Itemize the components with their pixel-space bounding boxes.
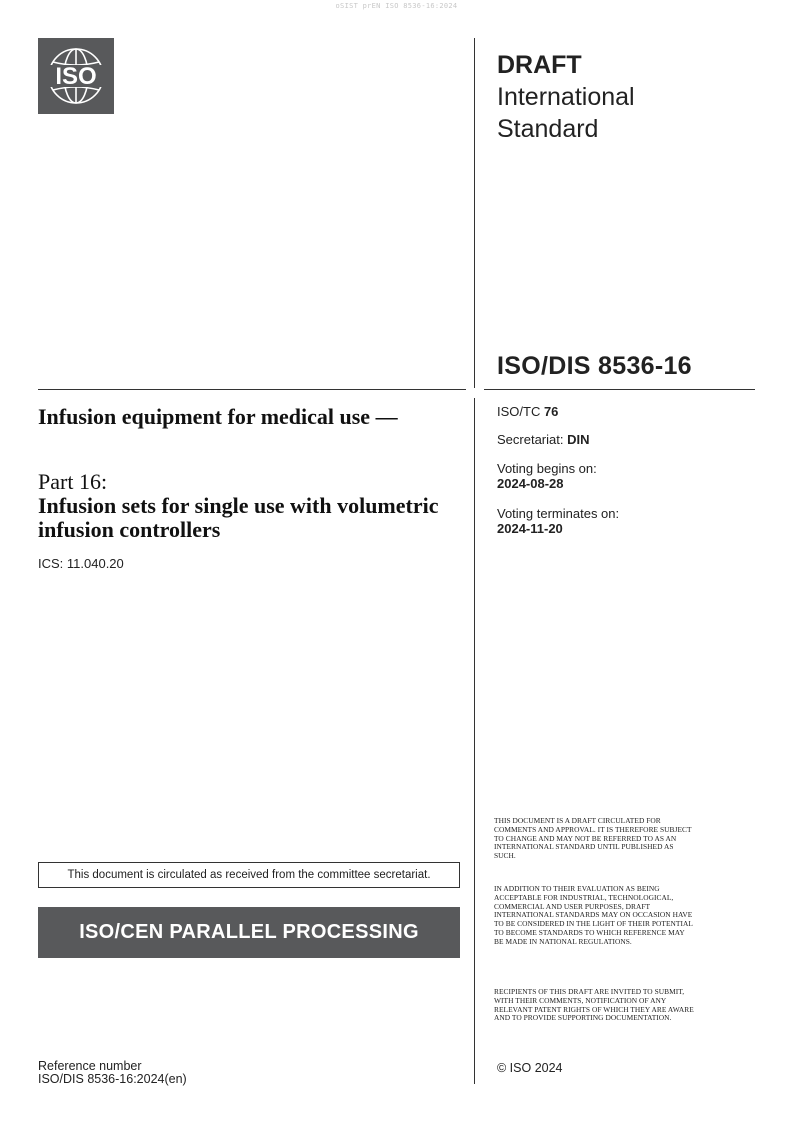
disclaimer-paragraph-3: RECIPIENTS OF THIS DRAFT ARE INVITED TO SUBMIT, WITH THEIR COMMENTS, NOTIFICATION OF ANY RELEVANT PATENT RIGHTS OF WHICH THEY ARE AWARE AND TO PROVIDE SUPPORTING DOCUMENTATION.	[494, 987, 694, 1023]
tc-value: 76	[543, 404, 559, 419]
document-title: Infusion equipment for medical use —	[38, 404, 398, 429]
standard-label: Standard	[497, 115, 599, 143]
tc-label: ISO/TC	[497, 404, 544, 419]
reference-label: Reference number	[38, 1059, 142, 1073]
voting-terminates	[497, 506, 619, 536]
secretariat-label: Secretariat:	[497, 432, 568, 447]
secretariat	[497, 432, 589, 447]
vertical-divider-bottom	[474, 398, 475, 1084]
voting-terminates-label: Voting terminates on:	[497, 506, 620, 521]
technical-committee	[497, 404, 558, 419]
iso-logo	[38, 38, 114, 114]
part-title: Infusion sets for single use with volumetric infusion controllers	[38, 493, 439, 542]
reference-value: ISO/DIS 8536-16:2024(en)	[38, 1072, 187, 1086]
draft-label: DRAFT	[497, 51, 582, 79]
international-label: International	[497, 83, 635, 111]
vertical-divider-top	[474, 38, 475, 388]
voting-begins-label: Voting begins on:	[497, 461, 597, 476]
circulation-notice: This document is circulated as received from the committee secretariat.	[38, 862, 460, 888]
part-label: Part 16:	[38, 469, 108, 494]
globe-icon	[38, 38, 114, 114]
voting-begins	[497, 461, 597, 491]
parallel-processing-banner: ISO/CEN PARALLEL PROCESSING	[38, 907, 460, 958]
reference-number	[38, 1060, 187, 1086]
voting-terminates-date: 2024-11-20	[497, 521, 563, 536]
disclaimer-paragraph-1: THIS DOCUMENT IS A DRAFT CIRCULATED FOR COMMENTS AND APPROVAL. IT IS THEREFORE SUBJECT TO CHANGE AND MAY NOT BE REFERRED TO AS AN INTERNATIONAL STANDARD UNTIL PUBLISHED AS SUCH.	[494, 816, 692, 861]
watermark-header: oSIST prEN ISO 8536-16:2024	[335, 2, 458, 10]
ics-code: ICS: 11.040.20	[38, 556, 124, 571]
document-type	[497, 49, 635, 145]
secretariat-value: DIN	[567, 432, 590, 447]
logo-text: ISO	[55, 63, 97, 90]
disclaimer-paragraph-2: IN ADDITION TO THEIR EVALUATION AS BEING ACCEPTABLE FOR INDUSTRIAL, TECHNOLOGICAL, COMMERCIAL AND USER PURPOSES, DRAFT INTERNATIONAL STANDARDS MAY ON OCCASION HAVE TO BE CONSIDERED IN THE LIGHT OF THEIR POTENTIAL TO BECOME STANDARDS TO WHICH REFERENCE MAY BE MADE IN NATIONAL REGULATIONS.	[494, 884, 693, 946]
copyright: © ISO 2024	[497, 1061, 563, 1075]
horizontal-divider-left	[38, 389, 466, 390]
standard-number: ISO/DIS 8536-16	[497, 352, 692, 380]
voting-begins-date: 2024-08-28	[497, 476, 564, 491]
horizontal-divider-right	[484, 389, 755, 390]
